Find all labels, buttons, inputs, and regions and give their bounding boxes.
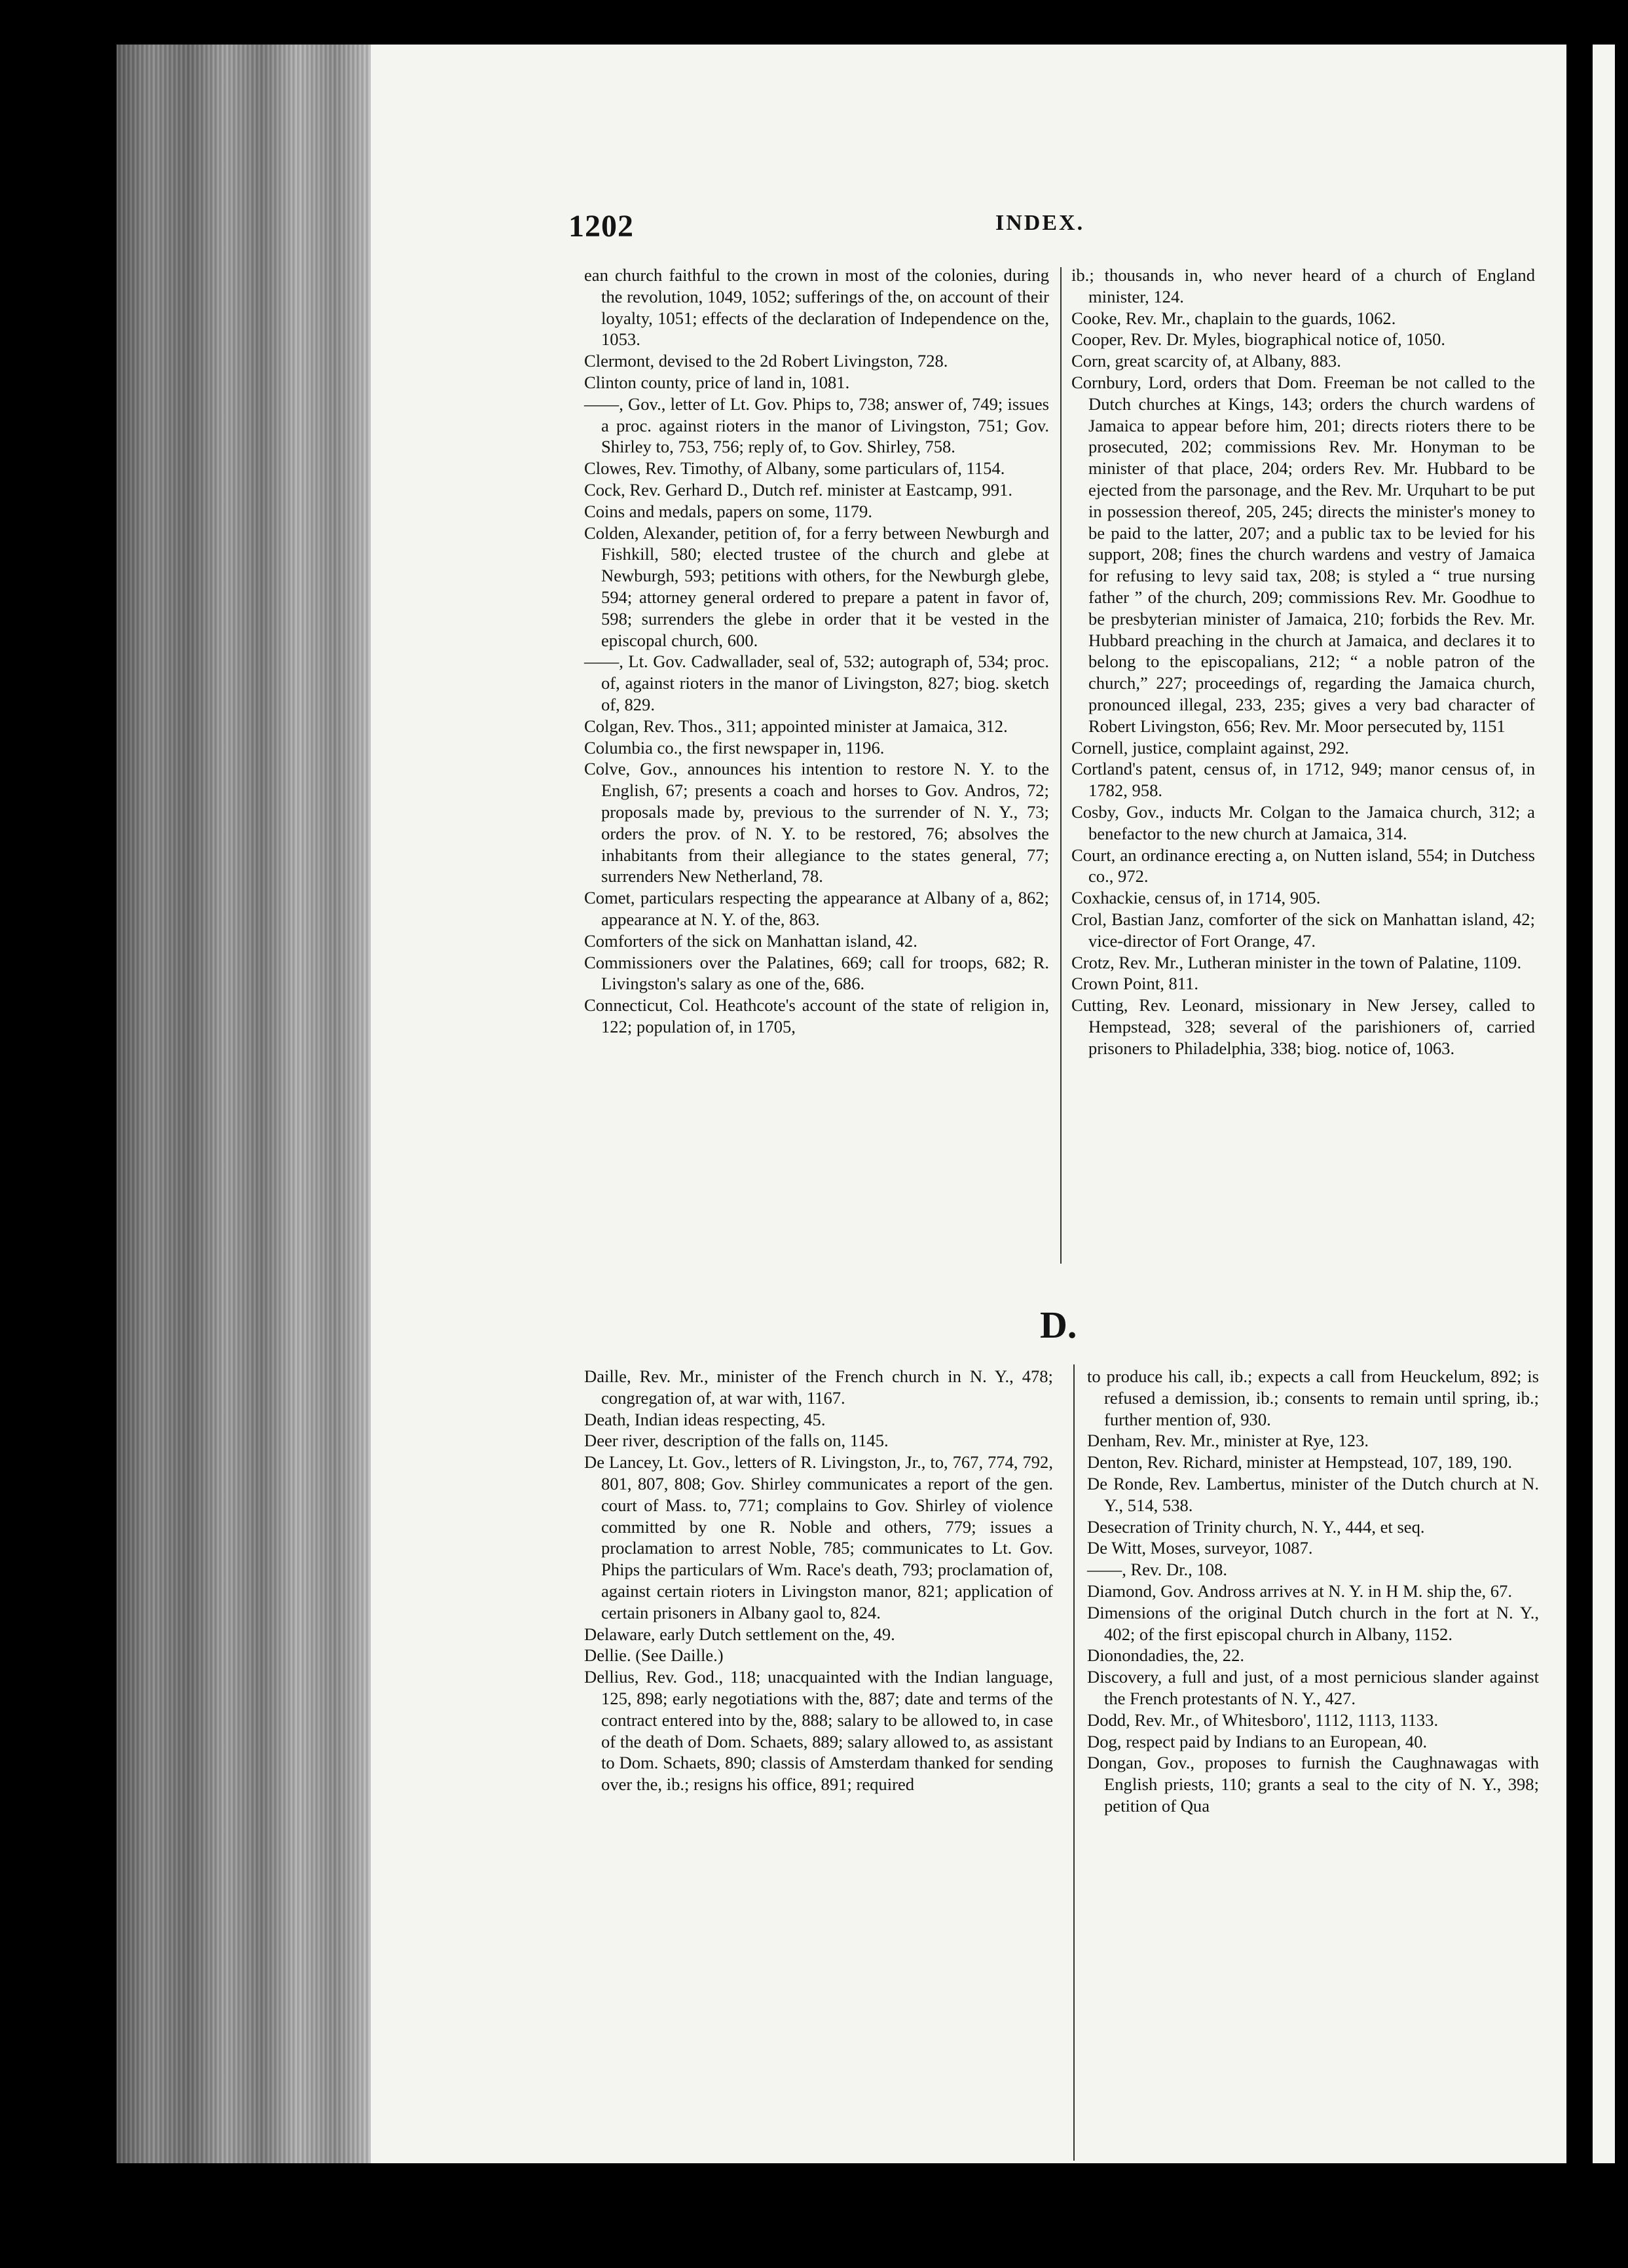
index-entry: Colgan, Rev. Thos., 311; appointed minister at Jamaica, 312. xyxy=(584,716,1008,736)
index-entry: ——, Rev. Dr., 108. xyxy=(1087,1560,1227,1580)
index-entry: ——, Gov., letter of Lt. Gov. Phips to, 738; answer of, 749; issues a proc. against rioters in the manor of Livingston, 751; Gov. Shirley to, 753, 756; reply of, to Gov. Shirley, 758. xyxy=(584,393,1049,457)
index-entry: Dionondadies, the, 22. xyxy=(1087,1645,1245,1666)
page-edge-stack xyxy=(117,45,376,2163)
index-entry: ——, Lt. Gov. Cadwallader, seal of, 532; autograph of, 534; proc. of, against rioters in the manor of Livingston, 827; biog. sketch of, 829. xyxy=(584,651,1049,714)
index-entry: Dodd, Rev. Mr., of Whitesboro', 1112, 1113, 1133. xyxy=(1087,1710,1439,1730)
index-entry: Desecration of Trinity church, N. Y., 444, et seq. xyxy=(1087,1516,1425,1537)
index-entry: Dimensions of the original Dutch church in the fort at N. Y., 402; of the first episcopal church in Albany, 1152. xyxy=(1087,1602,1539,1644)
facing-page-strip xyxy=(1593,45,1615,2163)
index-entry: De Ronde, Rev. Lambertus, minister of the Dutch church at N. Y., 514, 538. xyxy=(1087,1473,1539,1515)
index-entry: Clowes, Rev. Timothy, of Albany, some particulars of, 1154. xyxy=(584,458,1005,479)
index-column-bottom-left xyxy=(584,1366,1053,1795)
index-entry: Cock, Rev. Gerhard D., Dutch ref. minister at Eastcamp, 991. xyxy=(584,479,1013,500)
index-entry: Coxhackie, census of, in 1714, 905. xyxy=(1071,888,1321,908)
index-entry: Denham, Rev. Mr., minister at Rye, 123. xyxy=(1087,1431,1369,1451)
index-entry: to produce his call, ib.; expects a call from Heuckelum, 892; is refused a demission, ib.; consents to remain until spring, ib.; further mention of, 930. xyxy=(1087,1366,1539,1429)
index-entry: Dellius, Rev. God., 118; unacquainted with the Indian language, 125, 898; early negotiations with the, 887; date and terms of the contract entered into by the, 888; salary to be allowed to, in case of the death of Dom. Schaets, 889; salary allowed to, as assistant to Dom. Schaets, 890; classis of Amsterdam thanked for sending over the, ib.; resigns his office, 891; required xyxy=(584,1667,1053,1795)
index-entry: Dongan, Gov., proposes to furnish the Caughnawagas with English priests, 110; grants a seal to the city of N. Y., 398; petition of Qua xyxy=(1087,1753,1539,1816)
index-entry: Crotz, Rev. Mr., Lutheran minister in the town of Palatine, 1109. xyxy=(1071,952,1522,972)
section-letter-heading: D. xyxy=(1040,1304,1077,1346)
index-entry: Colden, Alexander, petition of, for a ferry between Newburgh and Fishkill, 580; elected trustee of the church and glebe at Newburgh, 593; petitions with others, for the Newburgh glebe, 594; attorney general ordered to prepare a patent in favor of, 598; surrenders the glebe in order that it be vested in the episcopal church, 600. xyxy=(584,522,1049,650)
index-entry: Cortland's patent, census of, in 1712, 949; manor census of, in 1782, 958. xyxy=(1071,759,1535,801)
index-entry: Cooke, Rev. Mr., chaplain to the guards, 1062. xyxy=(1071,308,1396,328)
index-entry: Crol, Bastian Janz, comforter of the sick on Manhattan island, 42; vice-director of Fort Orange, 47. xyxy=(1071,909,1535,951)
index-entry: Cornell, justice, complaint against, 292. xyxy=(1071,737,1349,758)
index-entry: Comforters of the sick on Manhattan island, 42. xyxy=(584,930,917,951)
index-entry: ib.; thousands in, who never heard of a church of England minister, 124. xyxy=(1071,265,1535,306)
index-entry: Columbia co., the first newspaper in, 1196. xyxy=(584,737,885,758)
index-entry: Corn, great scarcity of, at Albany, 883. xyxy=(1071,351,1341,371)
index-column-top-left xyxy=(584,265,1049,1038)
column-divider xyxy=(1073,1364,1075,2161)
page-number: 1202 xyxy=(568,209,634,244)
index-entry: Denton, Rev. Richard, minister at Hempstead, 107, 189, 190. xyxy=(1087,1452,1512,1472)
index-entry: Commissioners over the Palatines, 669; call for troops, 682; R. Livingston's salary as one of the, 686. xyxy=(584,952,1049,994)
index-entry: Dellie. (See Daille.) xyxy=(584,1645,724,1666)
index-entry: Comet, particulars respecting the appearance at Albany of a, 862; appearance at N. Y. of the, 863. xyxy=(584,888,1049,929)
index-entry: Cooper, Rev. Dr. Myles, biographical notice of, 1050. xyxy=(1071,329,1446,350)
index-entry: Cosby, Gov., inducts Mr. Colgan to the Jamaica church, 312; a benefactor to the new church at Jamaica, 314. xyxy=(1071,801,1535,843)
index-entry: Diamond, Gov. Andross arrives at N. Y. in H M. ship the, 67. xyxy=(1087,1581,1513,1601)
index-entry: Court, an ordinance erecting a, on Nutten island, 554; in Dutchess co., 972. xyxy=(1071,845,1535,887)
index-entry: Daille, Rev. Mr., minister of the French church in N. Y., 478; congregation of, at war with, 1167. xyxy=(584,1366,1053,1408)
running-head: INDEX. xyxy=(995,211,1085,235)
index-entry: De Lancey, Lt. Gov., letters of R. Livingston, Jr., to, 767, 774, 792, 801, 807, 808; Gov. Shirley communicates a report of the gen. court of Mass. to, 771; complains to Gov. Shirley of violence committed by one R. Noble and others, 779; issues a proclamation to arrest Noble, 785; communicates to Lt. Gov. Phips the particulars of Wm. Race's death, 793; proclamation of, against certain rioters in Livingston manor, 821; application of certain prisoners in Albany gaol to, 824. xyxy=(584,1452,1053,1622)
index-column-top-right xyxy=(1071,265,1535,1059)
index-entry: Cutting, Rev. Leonard, missionary in New Jersey, called to Hempstead, 328; several of the parishioners of, carried prisoners to Philadelphia, 338; biog. notice of, 1063. xyxy=(1071,995,1535,1058)
index-entry: Discovery, a full and just, of a most pernicious slander against the French protestants of N. Y., 427. xyxy=(1087,1667,1539,1708)
index-entry: Connecticut, Col. Heathcote's account of the state of religion in, 122; population of, in 1705, xyxy=(584,995,1049,1036)
index-entry: Crown Point, 811. xyxy=(1071,974,1199,994)
column-divider xyxy=(1060,267,1062,1264)
index-entry: Coins and medals, papers on some, 1179. xyxy=(584,501,872,521)
index-entry: Dog, respect paid by Indians to an European, 40. xyxy=(1087,1731,1428,1751)
index-entry: ean church faithful to the crown in most of the colonies, during the revolution, 1049, 1052; sufferings of the, on account of their loyalty, 1051; effects of the declaration of Independence on the, 1053. xyxy=(584,265,1049,350)
index-entry: Cornbury, Lord, orders that Dom. Freeman be not called to the Dutch churches at Kings, 143; orders the church wardens of Jamaica to appear before him, 201; directs rioters there to be prosecuted, 202; commissions Rev. Mr. Honyman to be minister of that place, 204; orders Rev. Mr. Hubbard to be ejected from the parsonage, and the Rev. Mr. Urquhart to be put in possession thereof, 205, 245; directs the minister's money to be paid to the latter, 207; and a public tax to be levied for his support, 208; fines the church wardens and vestry of Jamaica for refusing to levy said tax, 208; is styled a “ true nursing father ” of the church, 209; commissions Rev. Mr. Goodhue to be presbyterian minister of Jamaica, 210; forbids the Rev. Mr. Hubbard preaching in the church at Jamaica, and declares it to belong to the episcopalians, 212; “ a noble patron of the church,” 227; proceedings of, regarding the Jamaica church, pronounced illegal, 233, 235; gives a very bad character of Robert Livingston, 656; Rev. Mr. Moor persecuted by, 1151 xyxy=(1071,372,1535,736)
index-column-bottom-right xyxy=(1087,1366,1539,1817)
index-entry: Colve, Gov., announces his intention to restore N. Y. to the English, 67; presents a coach and horses to Gov. Andros, 72; proposals made by, previous to the surrender of N. Y., 73; orders the prov. of N. Y. to be restored, 76; absolves the inhabitants from their allegiance to the states general, 77; surrenders New Netherland, 78. xyxy=(584,759,1049,887)
index-entry: Clermont, devised to the 2d Robert Livingston, 728. xyxy=(584,351,948,371)
index-entry: De Witt, Moses, surveyor, 1087. xyxy=(1087,1538,1313,1558)
index-entry: Death, Indian ideas respecting, 45. xyxy=(584,1409,826,1429)
index-entry: Delaware, early Dutch settlement on the, 49. xyxy=(584,1624,895,1644)
index-entry: Deer river, description of the falls on, 1145. xyxy=(584,1431,889,1451)
index-entry: Clinton county, price of land in, 1081. xyxy=(584,372,850,392)
